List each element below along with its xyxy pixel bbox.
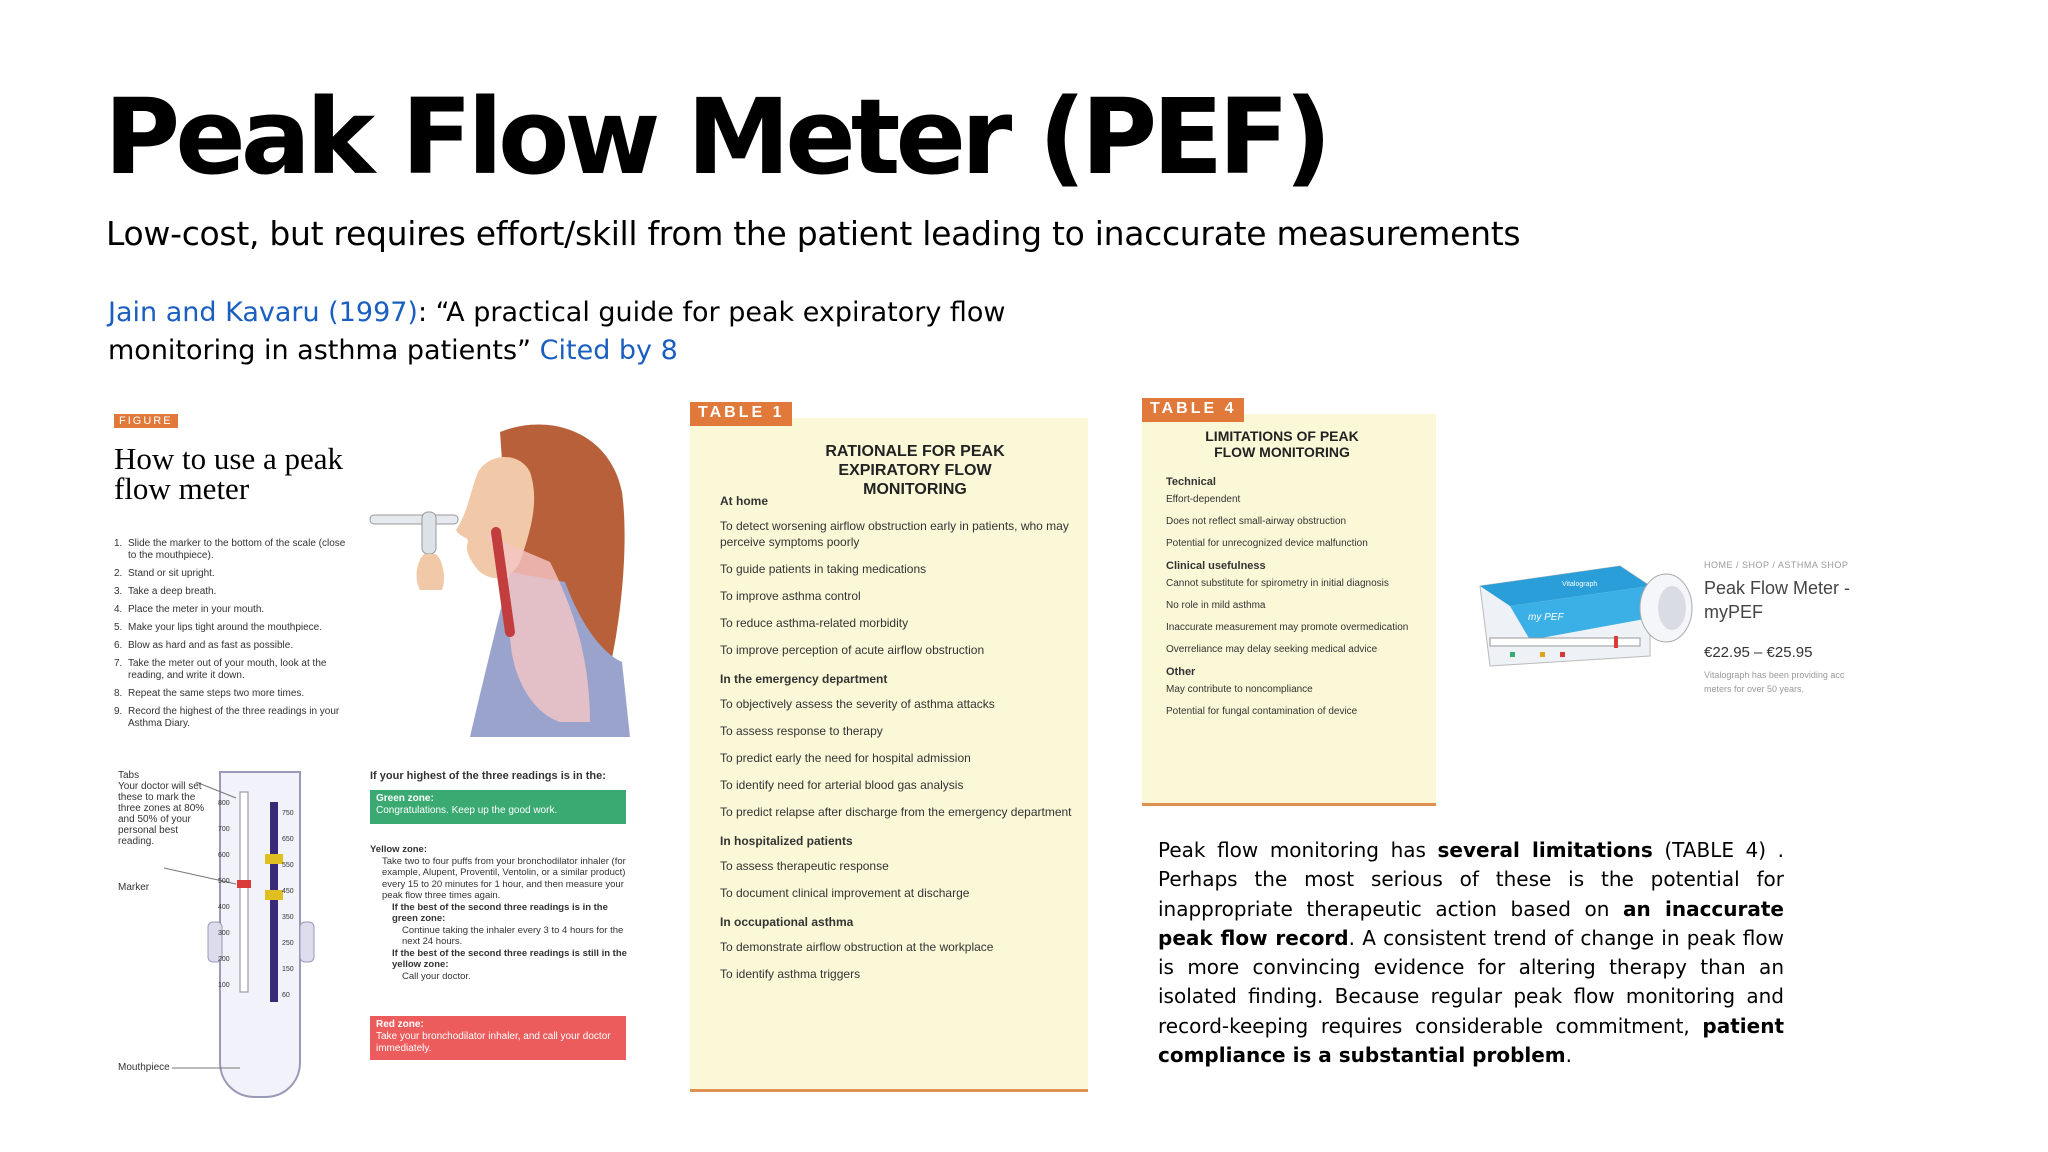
tabs-label bbox=[118, 770, 216, 847]
figure-step-number: 4. bbox=[114, 604, 123, 615]
limitations-paragraph bbox=[1158, 836, 1784, 1070]
table1-item: To improve asthma control bbox=[720, 589, 861, 603]
citation-quote: “A practical guide for peak expiratory flow monitoring in asthma patients” bbox=[108, 297, 1006, 366]
yellow-zone-sub2: If the best of the second three readings is still in the yellow zone: bbox=[392, 947, 627, 970]
citation-colon: : bbox=[417, 297, 428, 328]
figure-steps bbox=[114, 538, 354, 736]
table1-item: To predict early the need for hospital admission bbox=[720, 751, 971, 765]
patient-illustration bbox=[360, 412, 630, 737]
table-1-body bbox=[690, 418, 1088, 1092]
product-note: Vitalograph has been providing acc meters for over 50 years. bbox=[1704, 670, 1845, 694]
product-price: €22.95 – €25.95 bbox=[1704, 644, 1813, 661]
table1-item: To predict relapse after discharge from the emergency department bbox=[720, 805, 1072, 819]
figure-step-number: 7. bbox=[114, 658, 123, 669]
table4-item: No role in mild asthma bbox=[1166, 600, 1266, 611]
para-text-1: Peak flow monitoring has bbox=[1158, 838, 1438, 862]
table1-item: To identify need for arterial blood gas analysis bbox=[720, 778, 964, 792]
figure-step-text: Stand or sit upright. bbox=[128, 568, 215, 579]
scale-left-tick: 100 bbox=[218, 982, 230, 989]
yellow-zone-sub1: If the best of the second three readings is in the green zone: bbox=[392, 901, 608, 924]
para-bold-3: patient compliance is a substantial problem bbox=[1158, 1013, 1784, 1068]
table1-item: To reduce asthma-related morbidity bbox=[720, 616, 909, 630]
figure-step bbox=[114, 604, 354, 616]
mouthpiece-label: Mouthpiece bbox=[118, 1062, 170, 1073]
citation-author-link[interactable]: Jain and Kavaru (1997) bbox=[108, 297, 418, 328]
figure-step bbox=[114, 622, 354, 634]
zones-heading: If your highest of the three readings is in the: bbox=[370, 770, 606, 782]
table-4-heading: LIMITATIONS OF PEAK FLOW MONITORING bbox=[1205, 428, 1359, 460]
scale-left-tick: 700 bbox=[218, 826, 230, 833]
table1-section-title: In occupational asthma bbox=[720, 915, 854, 929]
figure-step-number: 6. bbox=[114, 640, 123, 651]
scale-left-tick: 200 bbox=[218, 956, 230, 963]
figure-step-number: 9. bbox=[114, 706, 123, 717]
table4-section-title: Other bbox=[1166, 666, 1196, 678]
scale-left-tick: 400 bbox=[218, 904, 230, 911]
table-4-body bbox=[1142, 414, 1436, 806]
page-subtitle: Low-cost, but requires effort/skill from the patient leading to inaccurate measurements bbox=[106, 214, 1521, 253]
figure-step-text: Take a deep breath. bbox=[128, 586, 217, 597]
figure-step-number: 1. bbox=[114, 538, 123, 549]
red-zone-title: Red zone: bbox=[376, 1019, 424, 1030]
scale-right-tick: 550 bbox=[282, 862, 294, 869]
figure-step-text: Slide the marker to the bottom of the scale (close to the mouthpiece). bbox=[128, 538, 346, 561]
table1-item: To assess response to therapy bbox=[720, 724, 883, 738]
figure-step-text: Take the meter out of your mouth, look at the reading, and write it down. bbox=[128, 658, 327, 681]
scale-left-tick: 600 bbox=[218, 852, 230, 859]
table1-item: To assess therapeutic response bbox=[720, 859, 889, 873]
scale-right-tick: 350 bbox=[282, 914, 294, 921]
yellow-zone bbox=[370, 844, 630, 982]
table-1-heading: RATIONALE FOR PEAK EXPIRATORY FLOW MONITORING bbox=[825, 443, 1005, 498]
table1-item: To demonstrate airflow obstruction at the workplace bbox=[720, 940, 994, 954]
product-breadcrumb[interactable]: HOME / SHOP / ASTHMA SHOP bbox=[1704, 560, 1849, 570]
figure-step bbox=[114, 586, 354, 598]
table4-section-title: Clinical usefulness bbox=[1166, 560, 1266, 572]
table1-section-title: In hospitalized patients bbox=[720, 834, 853, 848]
para-text-2: (TABLE 4) . Perhaps the most serious of these is the potential for inappropriate therapeutic action based on bbox=[1158, 838, 1784, 921]
yellow-zone-text: Take two to four puffs from your bronchodilator inhaler (for example, Alupent, Proventil, Ventolin, or a similar product) every 15 to 20 minutes for 1 hour, and then measure your peak flow three times again. bbox=[382, 855, 626, 901]
table1-item: To improve perception of acute airflow obstruction bbox=[720, 643, 985, 657]
tabs-label-title: Tabs bbox=[118, 770, 140, 781]
yellow-zone-sub1-text: Continue taking the inhaler every 3 to 4 hours for the next 24 hours. bbox=[402, 924, 624, 947]
para-text-4: . bbox=[1565, 1043, 1573, 1068]
citation bbox=[108, 294, 1108, 370]
table1-item: To guide patients in taking medications bbox=[720, 562, 927, 576]
figure-step bbox=[114, 706, 354, 730]
scale-left-tick: 500 bbox=[218, 878, 230, 885]
table1-item: To objectively assess the severity of asthma attacks bbox=[720, 697, 995, 711]
marker-label: Marker bbox=[118, 882, 150, 893]
scale-right-tick: 60 bbox=[282, 992, 290, 999]
yellow-zone-sub2-text: Call your doctor. bbox=[402, 970, 471, 982]
table4-section-title: Technical bbox=[1166, 476, 1216, 488]
scale-right-tick: 150 bbox=[282, 966, 294, 973]
table4-item: Effort-dependent bbox=[1166, 494, 1241, 505]
scale-right-tick: 250 bbox=[282, 940, 294, 947]
scale-right-tick: 650 bbox=[282, 836, 294, 843]
device-brand-text: Vitalograph bbox=[1562, 581, 1598, 588]
table1-section-title: At home bbox=[720, 494, 768, 508]
table4-item: Potential for fungal contamination of device bbox=[1166, 706, 1358, 717]
para-bold-2: an inaccurate peak flow record bbox=[1158, 896, 1784, 950]
figure-step-number: 8. bbox=[114, 688, 123, 699]
figure-step-text: Place the meter in your mouth. bbox=[128, 604, 265, 615]
page-title: Peak Flow Meter (PEF) bbox=[104, 76, 1327, 198]
figure-step-text: Repeat the same steps two more times. bbox=[128, 688, 305, 699]
table-1-tag: TABLE 1 bbox=[690, 402, 792, 426]
scale-left-tick: 300 bbox=[218, 930, 230, 937]
green-zone-title: Green zone: bbox=[376, 793, 434, 804]
table-4-content bbox=[1166, 476, 1428, 728]
cited-by-link[interactable]: Cited by 8 bbox=[539, 335, 678, 366]
table4-item: Potential for unrecognized device malfunction bbox=[1166, 538, 1368, 549]
table-1-content bbox=[720, 494, 1080, 993]
table4-item: Cannot substitute for spirometry in initial diagnosis bbox=[1166, 578, 1389, 589]
table1-item: To document clinical improvement at discharge bbox=[720, 886, 970, 900]
figure-step-number: 5. bbox=[114, 622, 123, 633]
figure-step-text: Make your lips tight around the mouthpiece. bbox=[128, 622, 322, 633]
red-zone bbox=[370, 1016, 626, 1060]
table4-item: Overreliance may delay seeking medical advice bbox=[1166, 644, 1378, 655]
table1-section-title: In the emergency department bbox=[720, 672, 888, 686]
figure-step bbox=[114, 640, 354, 652]
figure-step bbox=[114, 688, 354, 700]
figure-step-number: 3. bbox=[114, 586, 123, 597]
table1-item: To identify asthma triggers bbox=[720, 967, 861, 981]
tabs-label-text: Your doctor will set these to mark the three zones at 80% and 50% of your personal best reading. bbox=[118, 781, 205, 847]
figure-how-to-use bbox=[100, 402, 634, 1102]
figure-tag: FIGURE bbox=[114, 414, 178, 428]
figure-step-number: 2. bbox=[114, 568, 123, 579]
table1-item: To detect worsening airflow obstruction early in patients, who may perceive symptoms poorly bbox=[720, 519, 1069, 549]
table-4 bbox=[1142, 398, 1436, 808]
figure-step bbox=[114, 568, 354, 580]
figure-title: How to use a peak flow meter bbox=[114, 441, 343, 506]
figure-step-text: Record the highest of the three readings in your Asthma Diary. bbox=[128, 706, 340, 729]
table4-item: Inaccurate measurement may promote overmedication bbox=[1166, 622, 1409, 633]
scale-right-tick: 450 bbox=[282, 888, 294, 895]
scale-right-tick: 750 bbox=[282, 810, 294, 817]
table4-item: May contribute to noncompliance bbox=[1166, 684, 1313, 695]
scale-left-tick: 800 bbox=[218, 800, 230, 807]
yellow-zone-title: Yellow zone: bbox=[370, 844, 428, 855]
green-zone-text: Congratulations. Keep up the good work. bbox=[376, 805, 558, 816]
table-1 bbox=[690, 402, 1088, 1092]
figure-step bbox=[114, 658, 354, 682]
product-name[interactable]: Peak Flow Meter - myPEF bbox=[1704, 578, 1851, 622]
figure-step bbox=[114, 538, 354, 562]
para-text-3: . A consistent trend of change in peak flow is more convincing evidence for altering therapy than an isolated finding. Because regular peak flow monitoring and record-keeping requires considerable commitment, bbox=[1158, 925, 1784, 1038]
table-4-tag: TABLE 4 bbox=[1142, 398, 1244, 422]
red-zone-text: Take your bronchodilator inhaler, and call your doctor immediately. bbox=[376, 1031, 611, 1054]
product-image bbox=[1470, 556, 1710, 678]
device-label-text: my PEF bbox=[1528, 612, 1564, 623]
table4-item: Does not reflect small-airway obstruction bbox=[1166, 516, 1347, 527]
figure-step-text: Blow as hard and as fast as possible. bbox=[128, 640, 294, 651]
para-bold-1: several limitations bbox=[1437, 838, 1653, 862]
green-zone bbox=[370, 790, 626, 824]
